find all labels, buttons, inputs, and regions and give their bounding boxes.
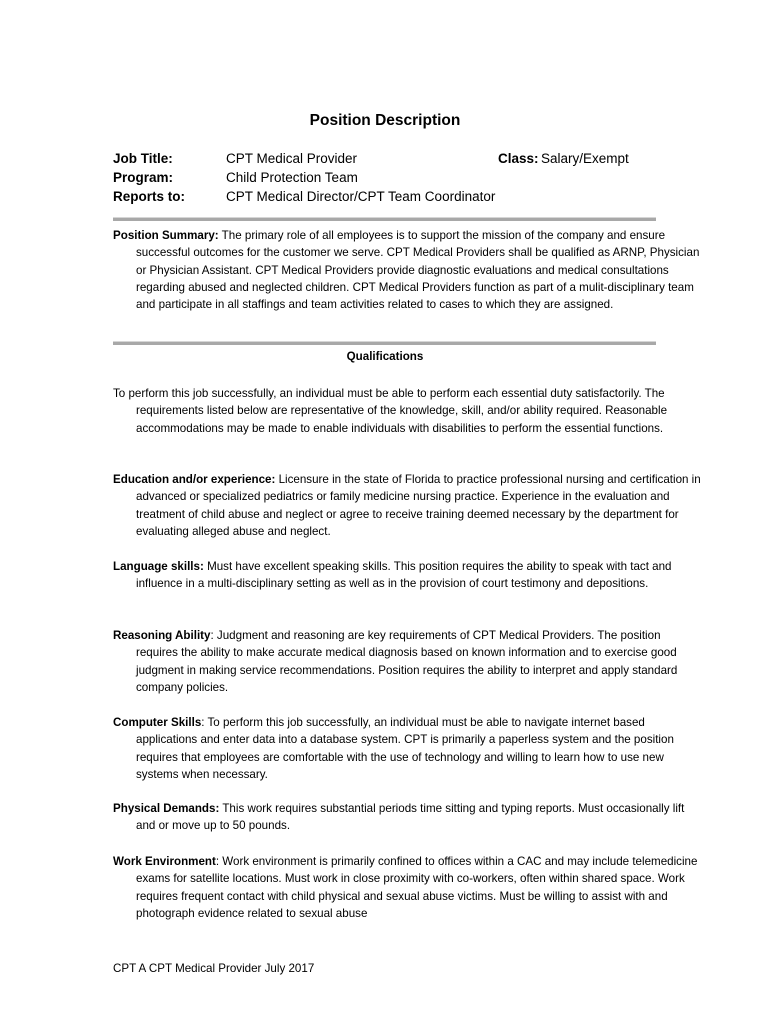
education-text: Licensure in the state of Florida to practice professional nursing and certification in advanced or specialized pediatrics or family medicine nursing practice. Experience in the evaluation and treatment of child abuse and neglect or agree to receive training deemed necessary by the department for evaluating alleged abuse and neglect. <box>136 473 701 538</box>
reasoning-text: : Judgment and reasoning are key requirements of CPT Medical Providers. The position requires the ability to make accurate medical diagnosis based on known information and to exercise good judgment in making service recommendations. Position requires the ability to interpret and apply standard company policies. <box>136 629 678 694</box>
physical-text: This work requires substantial periods time sitting and typing reports. Must occasionally lift and or move up to 50 pounds. <box>136 802 685 833</box>
qualifications-intro: To perform this job successfully, an individual must be able to perform each essential duty satisfactorily. The requirements listed below are representative of the knowledge, skill, and/or ability required. Reasonable accommodations may be made to enable individuals with disabilities to perform the essential functions. <box>113 387 668 435</box>
computer-section <box>113 714 702 783</box>
reasoning-section <box>113 627 702 696</box>
position-summary-text: The primary role of all employees is to support the mission of the company and ensure successful outcomes for the customer we serve. CPT Medical Providers shall be qualified as ARNP, Physician or Physician Assistant. CPT Medical Providers provide diagnostic evaluations and medical consultations regarding abused and neglected children. CPT Medical Providers function as part of a mulit-disciplinary team and participate in all staffings and team activities related to cases to which they are assigned. <box>136 229 700 312</box>
position-summary-label: Position Summary: <box>113 229 219 242</box>
environment-text: : Work environment is primarily confined to offices within a CAC and may include telemedicine exams for satellite locations. Must work in close proximity with co-workers, often within shared space. Work requires frequent contact with child physical and sexual abuse victims. Must be willing to assist with and photograph evidence related to sexual abuse <box>136 855 698 920</box>
page-footer: CPT A CPT Medical Provider July 2017 <box>113 962 315 975</box>
environment-section <box>113 853 702 922</box>
class-value: Salary/Exempt <box>541 151 629 166</box>
reports-to-value: CPT Medical Director/CPT Team Coordinator <box>226 189 496 204</box>
physical-label: Physical Demands: <box>113 802 220 815</box>
environment-label: Work Environment <box>113 855 216 868</box>
header-divider <box>113 217 656 221</box>
computer-label: Computer Skills <box>113 716 202 729</box>
position-summary <box>113 227 702 313</box>
language-section <box>113 558 702 593</box>
reasoning-label: Reasoning Ability <box>113 629 211 642</box>
physical-section <box>113 800 702 835</box>
qualifications-heading: Qualifications <box>346 350 424 363</box>
program-label: Program: <box>113 170 174 185</box>
program-value: Child Protection Team <box>226 170 358 185</box>
reports-to-label: Reports to: <box>113 189 185 204</box>
page-title: Position Description <box>309 112 461 129</box>
job-title-value: CPT Medical Provider <box>226 151 358 166</box>
summary-divider <box>113 341 656 345</box>
education-label: Education and/or experience: <box>113 473 276 486</box>
class-label: Class: <box>498 151 539 166</box>
job-title-label: Job Title: <box>113 151 173 166</box>
language-text: Must have excellent speaking skills. This position requires the ability to speak with tact and influence in a multi-disciplinary setting as well as in the provision of court testimony and depositions. <box>136 560 672 591</box>
education-section <box>113 471 702 540</box>
computer-text: : To perform this job successfully, an individual must be able to navigate internet based applications and enter data into a database system. CPT is primarily a paperless system and the position requires that employees are comfortable with the use of technology and willing to learn how to use new systems when necessary. <box>136 716 674 781</box>
language-label: Language skills: <box>113 560 204 573</box>
